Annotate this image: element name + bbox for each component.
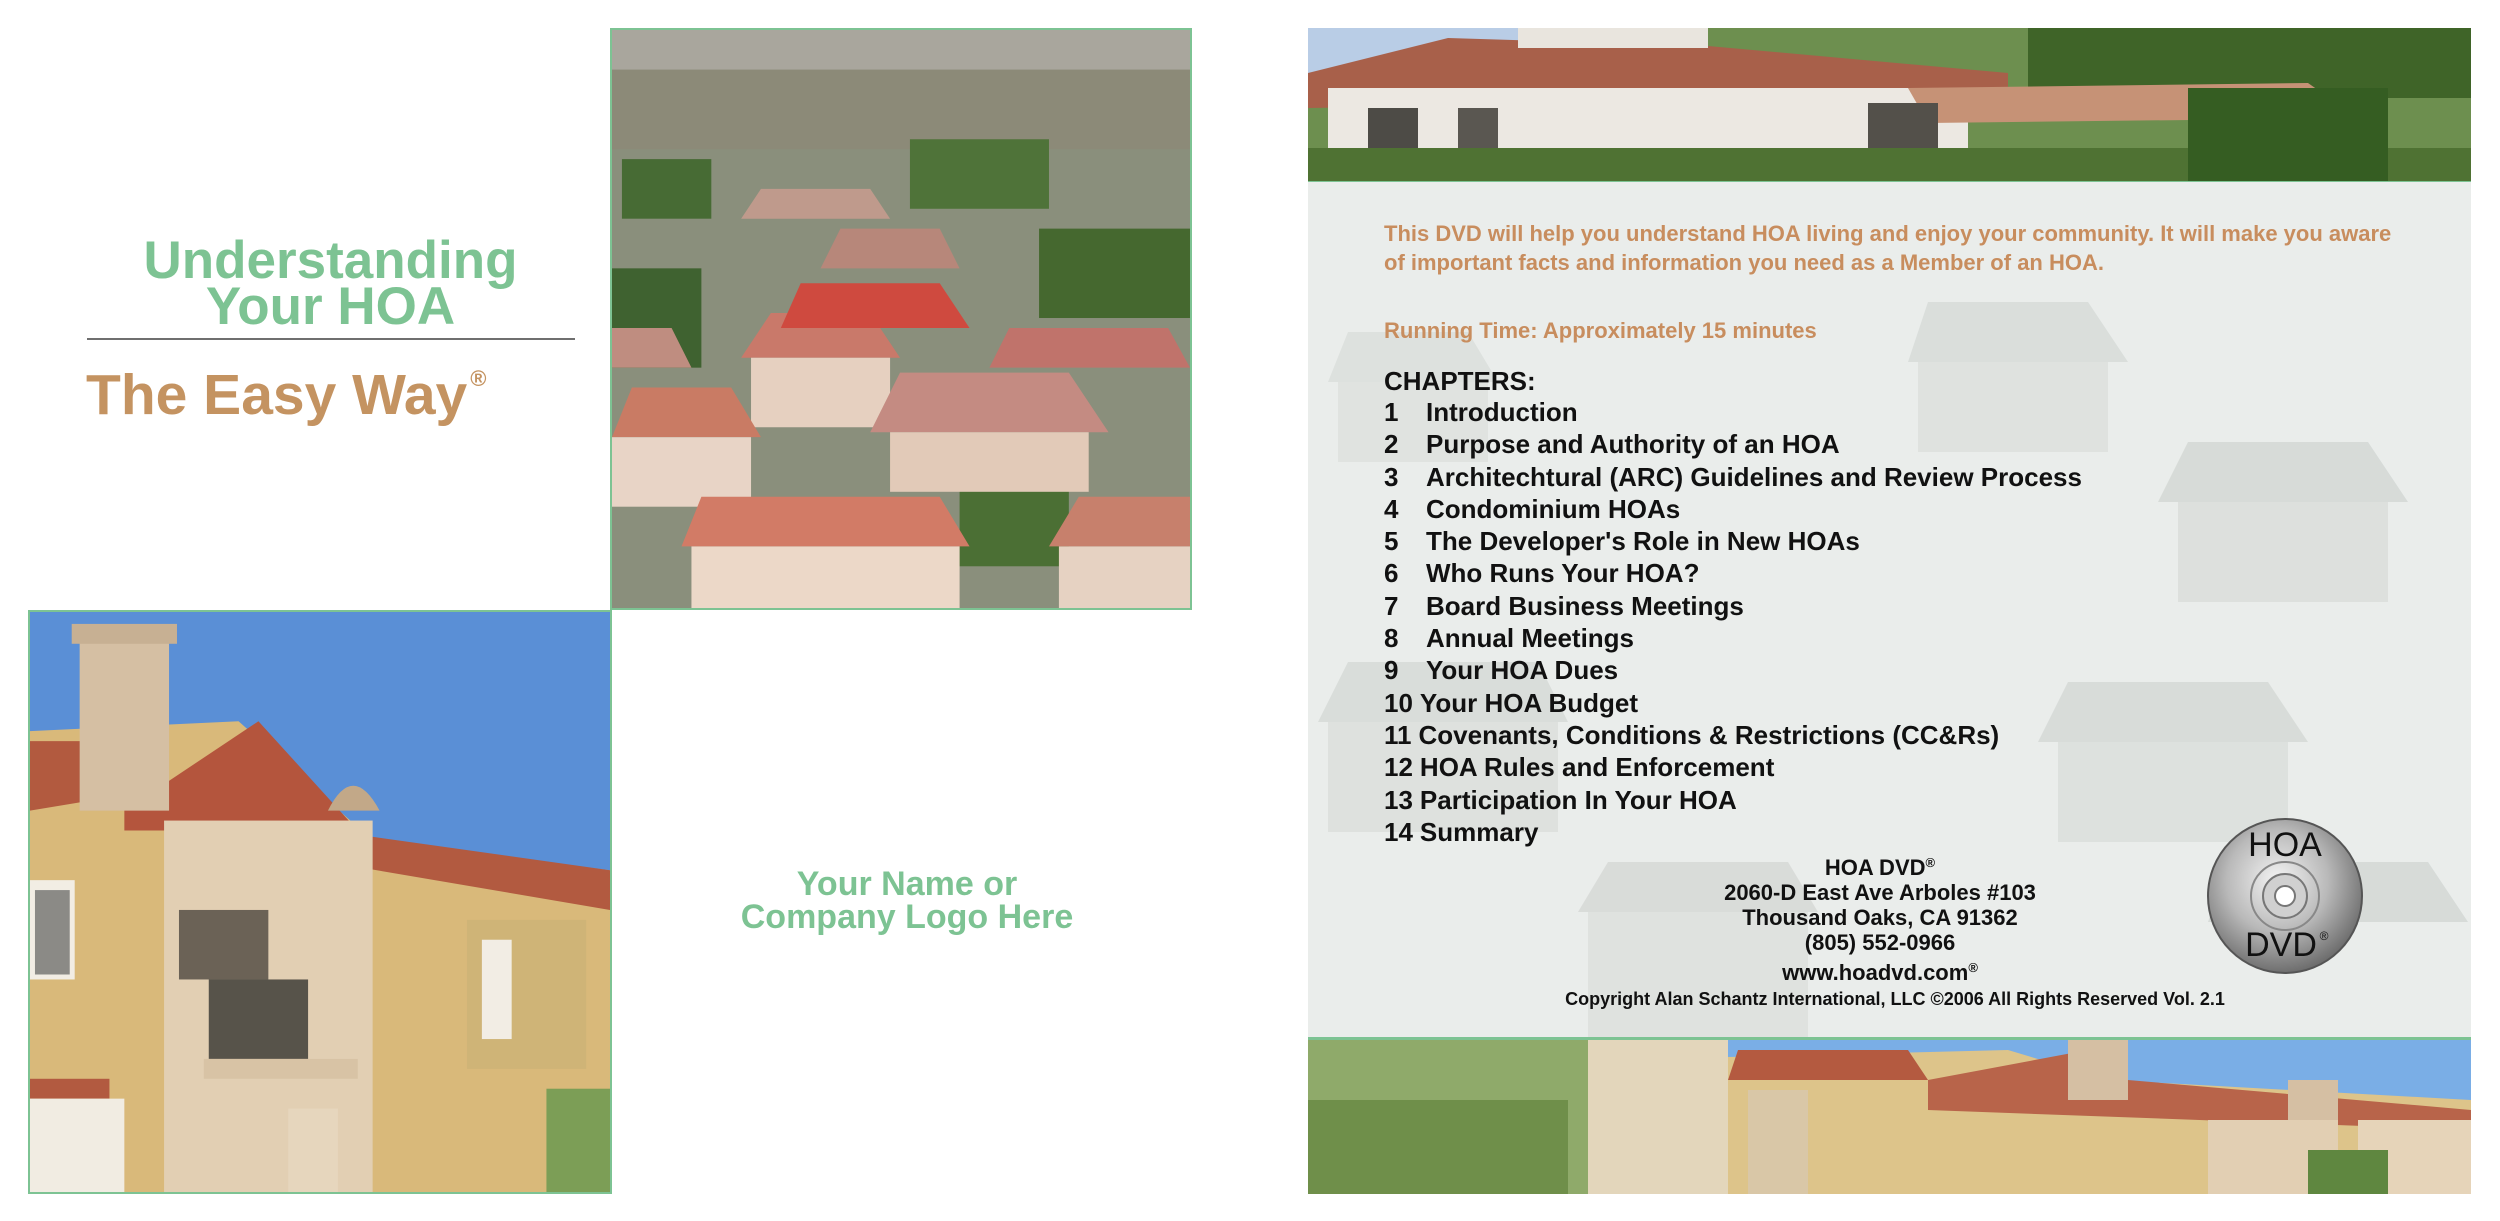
back-bottom-photo [1308, 1040, 2471, 1194]
company-address [1580, 850, 2180, 985]
website: www.hoadvd.com® [1782, 960, 1978, 985]
neighborhood-photo [610, 28, 1192, 610]
placeholder-line1: Your Name or [796, 865, 1018, 903]
dvd-description: This DVD will help you understand HOA living and enjoy your community. It will make you aware of important facts and information you need as a Member of an HOA. [1384, 221, 2392, 275]
chapter-item: 3 Architechtural (ARC) Guidelines and Review Process [1384, 461, 2082, 492]
chapter-item: 5 The Developer's Role in New HOAs [1384, 526, 1860, 557]
chapters-heading: CHAPTERS: [1384, 366, 1536, 396]
chapter-item: 12 HOA Rules and Enforcement [1384, 752, 1775, 783]
placeholder-line2: Company Logo Here [740, 898, 1074, 936]
logo-text-bottom: DVD [2245, 926, 2317, 964]
chapter-item: 11 Covenants, Conditions & Restrictions (CC&Rs) [1384, 719, 2000, 750]
cover-title-line2: Your HOA [205, 277, 456, 336]
cover-subtitle [86, 350, 586, 427]
chapter-item: 6 Who Runs Your HOA? [1384, 558, 1700, 589]
chapter-item: 2 Purpose and Authority of an HOA [1384, 429, 1840, 460]
street-address: 2060-D East Ave Arboles #103 [1724, 880, 2036, 905]
chapter-item: 7 Board Business Meetings [1384, 590, 1744, 621]
chapter-item: 10 Your HOA Budget [1384, 687, 1639, 718]
cover-subtitle-text: The Easy Way [86, 363, 468, 427]
running-time: Running Time: Approximately 15 minutes [1384, 318, 1817, 343]
chapter-list [1384, 396, 2082, 848]
registered-mark: ® [470, 366, 487, 391]
copyright-notice: Copyright Alan Schantz International, LLC ©2006 All Rights Reserved Vol. 2.1 [1565, 989, 2225, 1009]
city-state-zip: Thousand Oaks, CA 91362 [1742, 905, 2018, 930]
chapter-item: 13 Participation In Your HOA [1384, 784, 1737, 815]
chapter-item: 1 Introduction [1384, 397, 1578, 427]
chapter-item: 14 Summary [1384, 816, 1539, 847]
logo-text-top: HOA [2248, 826, 2322, 864]
hoa-dvd-disc-logo [2204, 816, 2366, 976]
cover-title-line1: Understanding [143, 231, 518, 290]
condo-building-photo [28, 610, 612, 1194]
logo-mark: ® [2319, 929, 2329, 943]
company-name: HOA DVD® [1824, 855, 1936, 880]
phone-number: (805) 552-0966 [1804, 930, 1956, 955]
back-top-photo [1308, 28, 2471, 182]
chapter-item: 4 Condominium HOAs [1384, 493, 1681, 524]
chapter-item: 8 Annual Meetings [1384, 623, 1635, 654]
chapter-item: 9 Your HOA Dues [1384, 655, 1619, 686]
title-divider [87, 338, 575, 340]
company-logo-placeholder [612, 865, 1202, 936]
